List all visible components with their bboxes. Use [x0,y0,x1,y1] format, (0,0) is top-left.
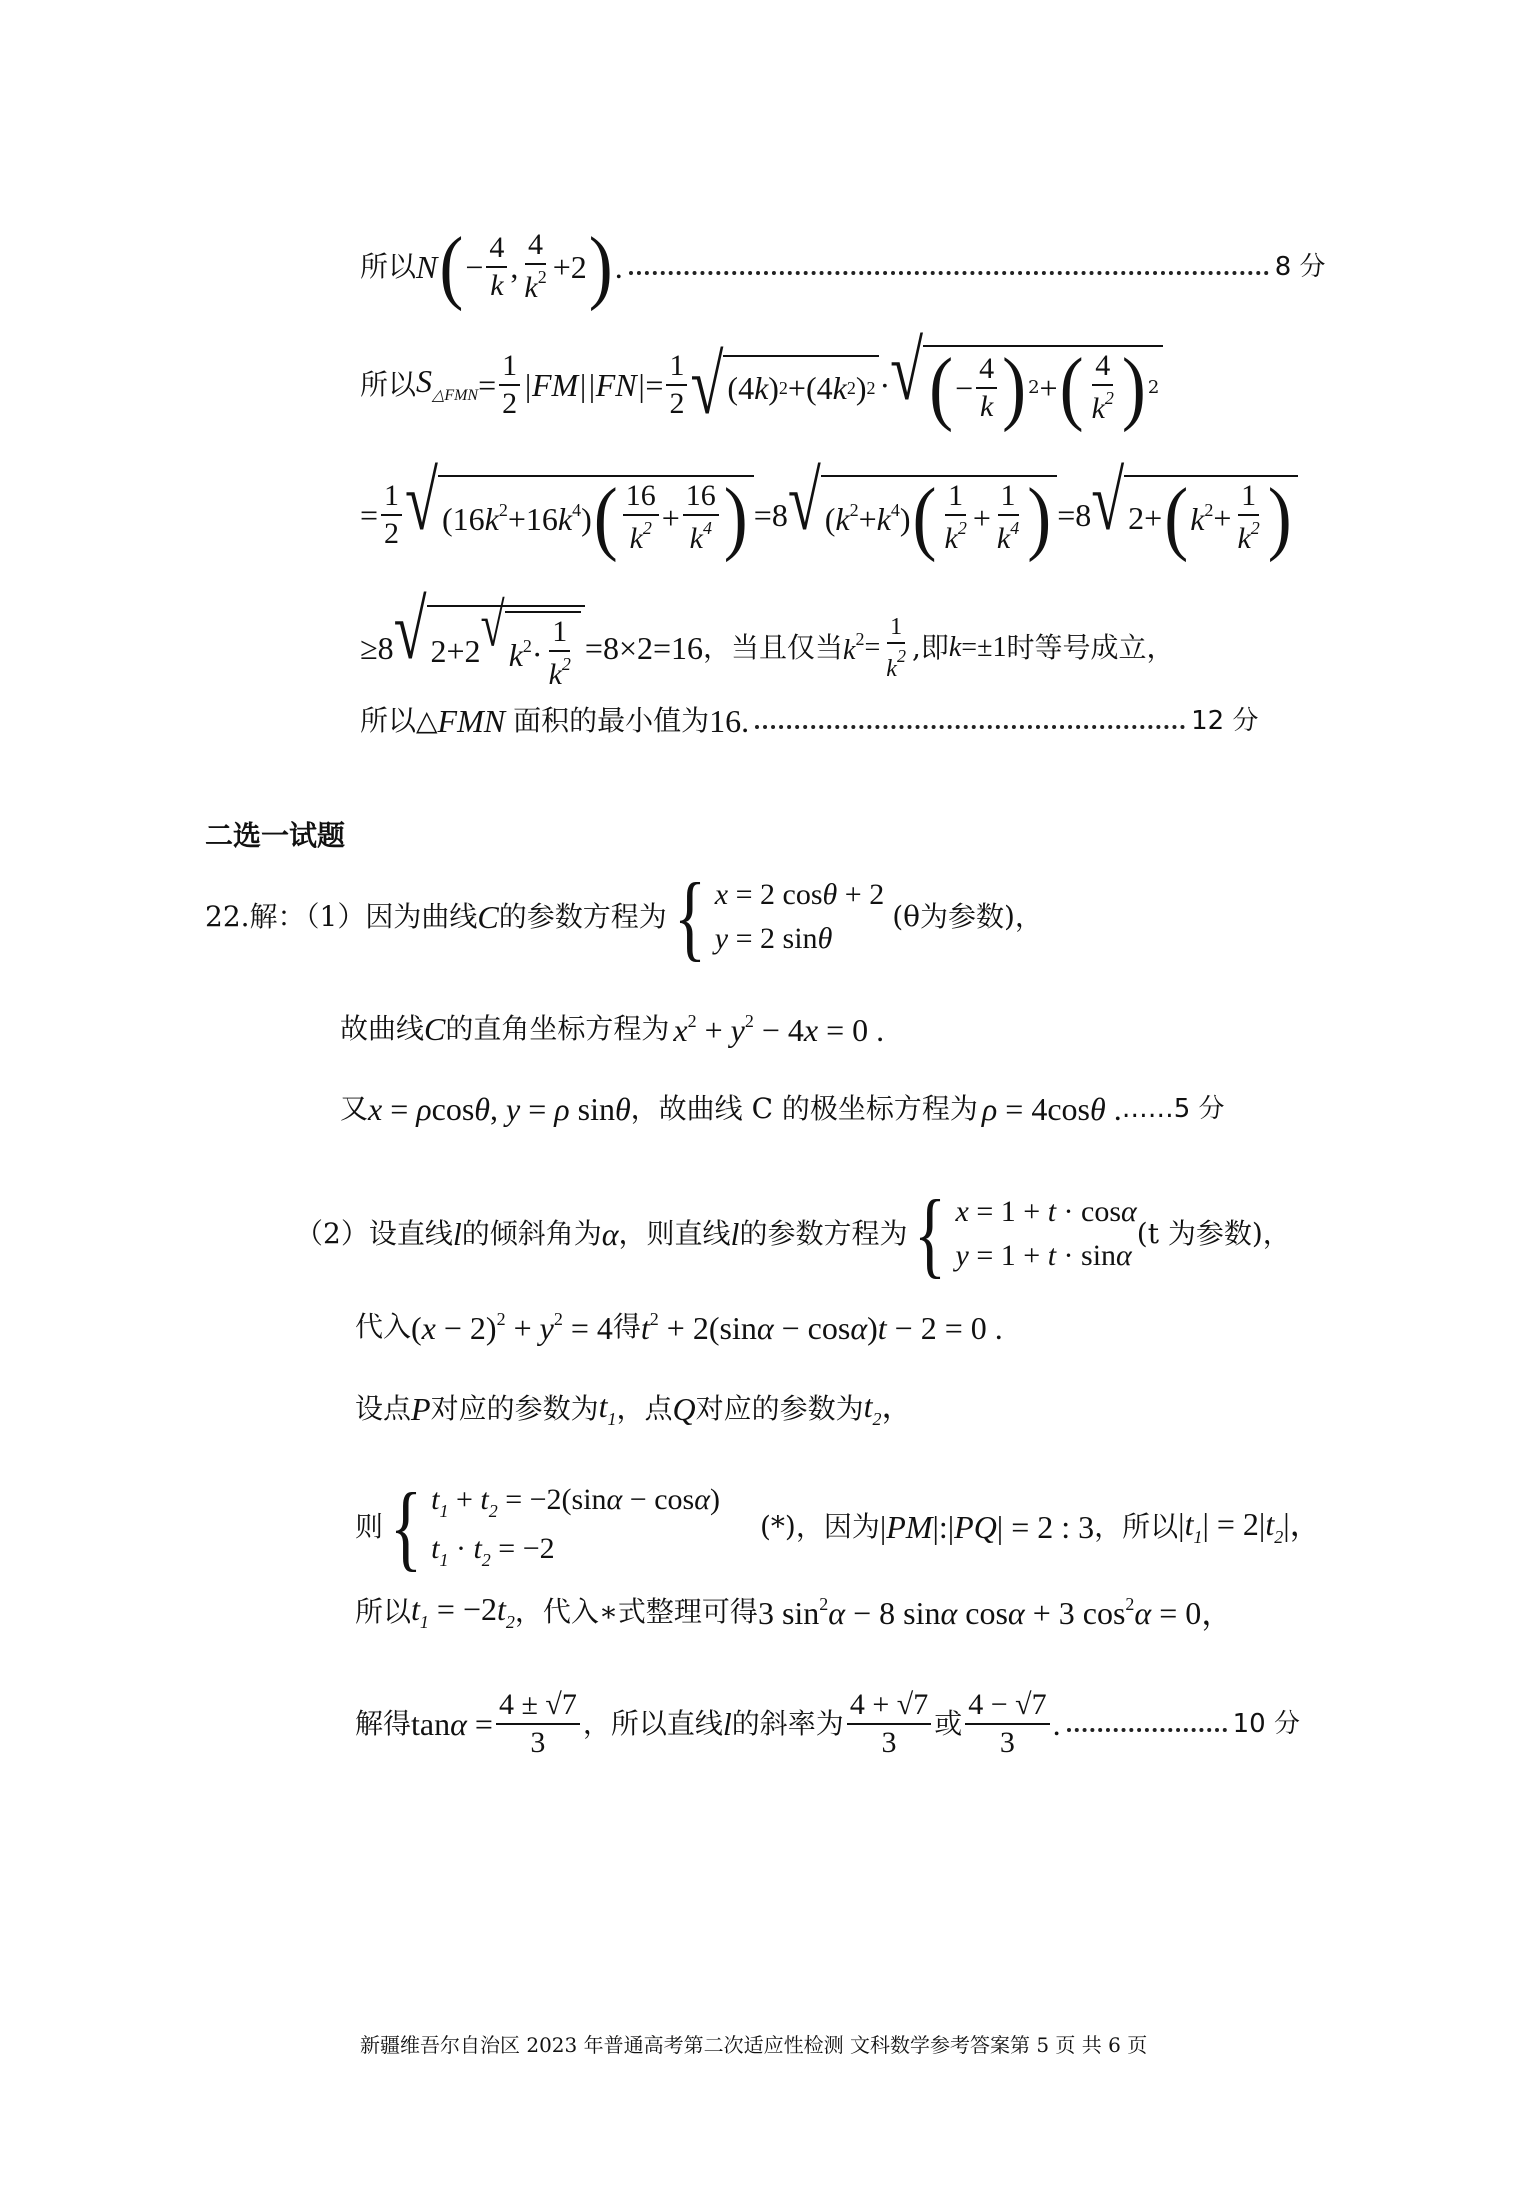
q22-solution: 解得 tanα = $\frac{4 \pm √7}{3}$ ，所以直线 l 的斜率为 $\frac{4 + √7}{3}$ 或 $\frac{4 - √7}{3}$ . 10 分 [355,1688,1300,1759]
dotted-leader [629,271,1269,275]
score-10: 10 分 [1232,1709,1300,1739]
q22-params-PQ: 设点 P 对应的参数为 $t_1$ ，点 Q 对应的参数为 $t_2$， [355,1388,914,1429]
sqrt-FN: √ ( − $\frac{4}{k}$ ) 2 + ( $\frac{4}{k^2}$ ) 2 [890,345,1163,424]
sqrt-FM: √ (4 k ) 2 +(4 k 2 ) 2 [690,355,879,415]
q22-trig-eq: 所以 $t_1 = -2t_2$ ，代入∗式整理可得 3 $\sin^2\alpha - 8$ sinα cosα + 3 $\cos^2\alpha = 0$， [355,1591,1234,1632]
line5-text: 所以△ [360,704,438,737]
vieta-system: { $t_1 + t_2 = -2(\sin\alpha - \cos\alpha)$ $t_1 \cdot t_2 = -2$ [389,1473,720,1581]
frac-4-k: $\frac{4}{k}$ [486,233,507,301]
line4-mid: ,即 [911,630,949,664]
q22-label: 22.解：（1）因为曲线 [205,900,478,933]
min-value: 16. [709,703,750,739]
q22-param: (θ为参数)， [892,900,1043,933]
line4-end: 时等号成立， [1006,630,1175,664]
section-title: 二选一试题 [205,819,346,852]
curve-C: C [477,899,499,935]
score-8: 8 分 [1274,251,1326,282]
q22-vieta: 则 { $t_1 + t_2 = -2(\sin\alpha - \cos\alpha)$ $t_1 \cdot t_2 = -2$ (*)，因为 |PM|:|PQ| = 2 : 3 ，所以 $|t_1| = 2|t_2|$， [355,1473,1322,1581]
line2-prefix: 所以 [360,367,417,401]
dotted-leader [1067,1728,1227,1732]
param-system-C: { x = 2 cosθ + 2 y = 2 sinθ [673,863,885,971]
line1-prefix: 所以 [360,249,417,283]
line-N-coordinates: 所以 N ( − $\frac{4}{k}$ , $\frac{4}{k^2}$ +2 ) . 8 分 [360,219,1326,312]
paren-close: ) [588,219,613,312]
line-inequality: ≥8 √ 2+2 √ $k^2$ · $\frac{1}{k^2}$ =8×2=16 ，当且仅当 $k^2$ = $\frac{1}{k^2}$ ,即 k =±1 时等号成立， [360,583,1175,691]
line-min-area [360,705,1258,737]
paren-open: ( [439,219,464,312]
triangle-label: FMN [437,703,506,739]
sqrt-product-2: √ $(k^2+k^4)$ ( $\frac{1}{k^2}$ + $\frac{1}{k^4}$ ) [788,475,1057,554]
score-5: ……5 分 [1121,1094,1225,1124]
line4-text: ，当且仅当 [703,630,844,664]
sqrt-am-gm: √ 2+2 √ $k^2$ · $\frac{1}{k^2}$ [394,605,585,690]
point-N: N [416,248,438,285]
param-system-l: { x = 1 + t · cosα y = 1 + t · sinα [914,1180,1137,1288]
line-area-formula: 所以 $S_{\triangle FMN}$ = $\frac{1}{2}$ |FM||FN| = $\frac{1}{2}$ √ (4 k ) 2 +(4 k 2 ) 2 · √ ( − $\frac{4}{k}$ ) 2 + ( $\frac{4}{k^2}$ ) 2 [360,345,1163,424]
line-simplify: = $\frac{1}{2}$ √ $(16k^2+16k^4)$ ( $\frac{16}{k^2}$ + $\frac{16}{k^4}$ ) =8 √ $(k^2+k^4)$ ( $\frac{1}{k^2}$ + $\frac{1}{k^4}$ ) =8 √ 2+ ( $k^2$ + $\frac{1}{k^2}$ ) [360,475,1298,554]
q22-part2: （2）设直线 l 的倾斜角为 α ，则直线 l 的参数方程为 { x = 1 + t · cosα y = 1 + t · sinα (t 为参数)， [295,1180,1291,1288]
score-12: 12 分 [1191,706,1259,736]
q22-cartesian: 故曲线 C 的直角坐标方程为 $x^2 + y^2 - 4x = 0$ . [340,1011,885,1048]
page-footer: 新疆维吾尔自治区 2023 年普通高考第二次适应性检测 文科数学参考答案第 5 页 共 6 页 [360,2033,1148,2057]
area-S: $S_{\triangle FMN}$ [416,363,479,404]
minus: − [465,248,484,285]
frac-4-k2: $\frac{4}{k^2}$ [524,228,547,304]
q22-part1 [205,863,1043,971]
sqrt-product-3: √ 2+ ( $k^2$ + $\frac{1}{k^2}$ ) [1091,475,1298,554]
q22-polar: 又 x = ρcosθ, y = ρ sinθ ，故曲线 C 的极坐标方程为 ρ = 4cosθ . ……5 分 [340,1091,1225,1127]
line5-tail: 面积的最小值为 [513,704,710,737]
dotted-leader [755,725,1185,729]
sqrt-product-1: √ $(16k^2+16k^4)$ ( $\frac{16}{k^2}$ + $\frac{16}{k^4}$ ) [405,475,754,554]
q22-mid: 的参数方程为 [498,900,667,933]
q22-substitute: 代入 $(x - 2)^2 + y^2 = 4$ 得 $t^2 + 2(\sin\alpha - \cos\alpha)t - 2 = 0$ . [355,1309,1003,1346]
frac-half: $\frac{1}{2}$ [499,351,520,419]
